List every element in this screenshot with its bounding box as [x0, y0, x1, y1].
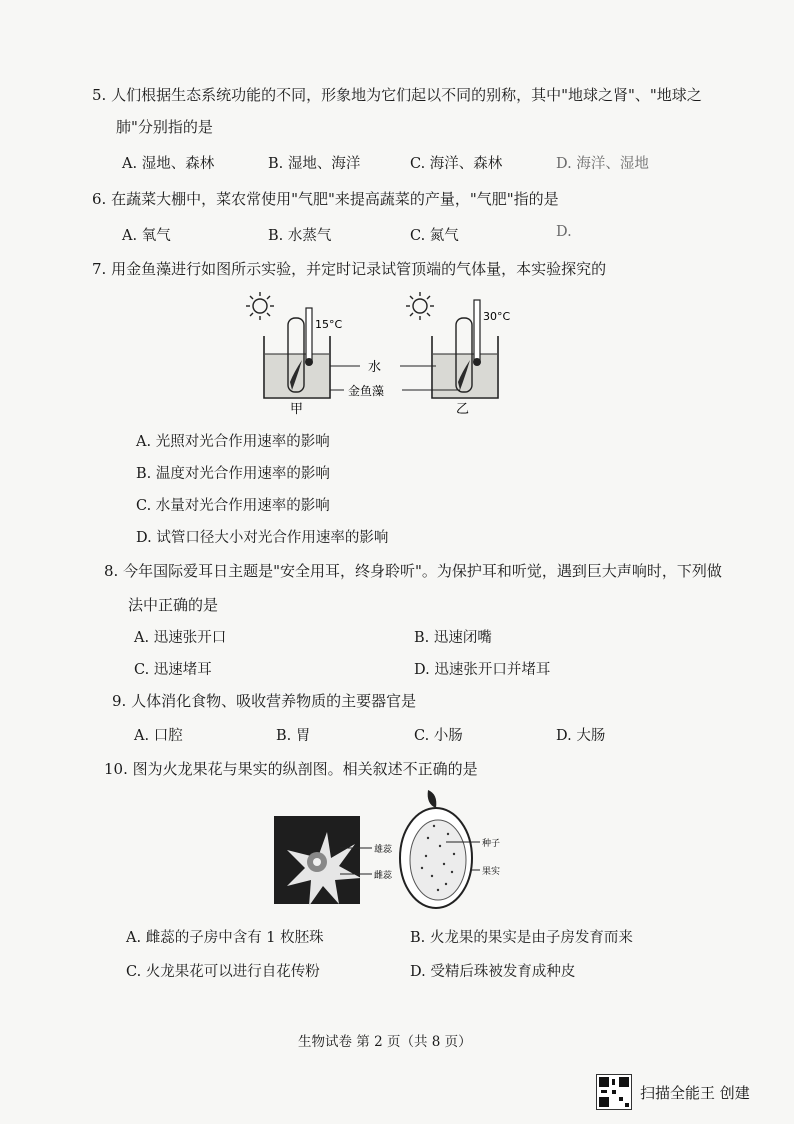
- plant-label: 金鱼藻: [348, 384, 385, 398]
- page-footer: 生物试卷 第 2 页（共 8 页）: [298, 1034, 472, 1050]
- q7-option-b: B. 温度对光合作用速率的影响: [136, 466, 330, 482]
- qr-code-icon: [596, 1074, 632, 1110]
- q7-option-a: A. 光照对光合作用速率的影响: [136, 434, 330, 450]
- beaker-right-label: 乙: [456, 402, 470, 416]
- q8-option-a: A. 迅速张开口: [134, 630, 227, 646]
- water-label: 水: [368, 360, 382, 375]
- q5-option-a: A. 湿地、森林: [122, 156, 215, 172]
- q7-option-c: C. 水量对光合作用速率的影响: [136, 498, 330, 514]
- q5-option-c: C. 海洋、森林: [410, 156, 503, 172]
- flower-photo: [274, 816, 361, 906]
- q6-stem: 6. 在蔬菜大棚中，菜农常使用"气肥"来提高蔬菜的产量，"气肥"指的是: [92, 190, 559, 208]
- fruit-section: [400, 790, 472, 908]
- q10-stem: 10. 图为火龙果花与果实的纵剖图。相关叙述不正确的是: [104, 760, 478, 778]
- q8-option-c: C. 迅速堵耳: [134, 662, 212, 678]
- temp-left-label: 15°C: [315, 318, 343, 331]
- fruit-label-seed: 种子: [482, 839, 501, 849]
- q5-option-b: B. 湿地、海洋: [268, 156, 361, 172]
- q7-stem: 7. 用金鱼藻进行如图所示实验，并定时记录试管顶端的气体量，本实验探究的: [92, 260, 607, 278]
- q5-stem-line2: 肺"分别指的是: [116, 118, 213, 136]
- q9-option-c: C. 小肠: [414, 728, 463, 744]
- flower-label-b: 雌蕊: [374, 871, 393, 881]
- q8-option-d: D. 迅速张开口并堵耳: [414, 662, 551, 678]
- scanner-text: 扫描全能王 创建: [640, 1084, 750, 1102]
- q10-figure: [268, 786, 528, 910]
- q8-stem-line1: 8. 今年国际爱耳日主题是"安全用耳，终身聆听"。为保护耳和听觉，遇到巨大声响时，下列做: [104, 562, 722, 580]
- beaker-left-label: 甲: [290, 402, 304, 416]
- sun-icon-left: [246, 292, 274, 320]
- q7-option-d: D. 试管口径大小对光合作用速率的影响: [136, 530, 389, 546]
- q10-option-a: A. 雌蕊的子房中含有 1 枚胚珠: [126, 930, 324, 946]
- q8-option-b: B. 迅速闭嘴: [414, 630, 492, 646]
- q9-option-d: D. 大肠: [556, 728, 606, 744]
- q6-option-c: C. 氮气: [410, 228, 459, 244]
- q9-option-a: A. 口腔: [134, 728, 183, 744]
- q10-option-d: D. 受精后珠被发育成种皮: [410, 964, 576, 980]
- sun-icon-right: [406, 292, 434, 320]
- q7-figure: [240, 286, 540, 416]
- q6-option-d: D.: [556, 224, 572, 240]
- q9-option-b: B. 胃: [276, 728, 311, 744]
- flower-label-a: 雄蕊: [374, 845, 393, 855]
- q5-stem-line1: 5. 人们根据生态系统功能的不同，形象地为它们起以不同的别称，其中"地球之肾"、"地球之: [92, 86, 702, 104]
- fruit-label-fruit: 果实: [482, 867, 501, 877]
- q9-stem: 9. 人体消化食物、吸收营养物质的主要器官是: [112, 692, 417, 710]
- q6-option-a: A. 氧气: [122, 228, 171, 244]
- q10-option-b: B. 火龙果的果实是由子房发育而来: [410, 930, 633, 946]
- q5-option-d: D. 海洋、湿地: [556, 156, 649, 172]
- q10-option-c: C. 火龙果花可以进行自花传粉: [126, 964, 320, 980]
- temp-right-label: 30°C: [483, 310, 511, 323]
- scanner-watermark: [596, 1072, 776, 1112]
- q8-stem-line2: 法中正确的是: [128, 596, 219, 614]
- q6-option-b: B. 水蒸气: [268, 228, 332, 244]
